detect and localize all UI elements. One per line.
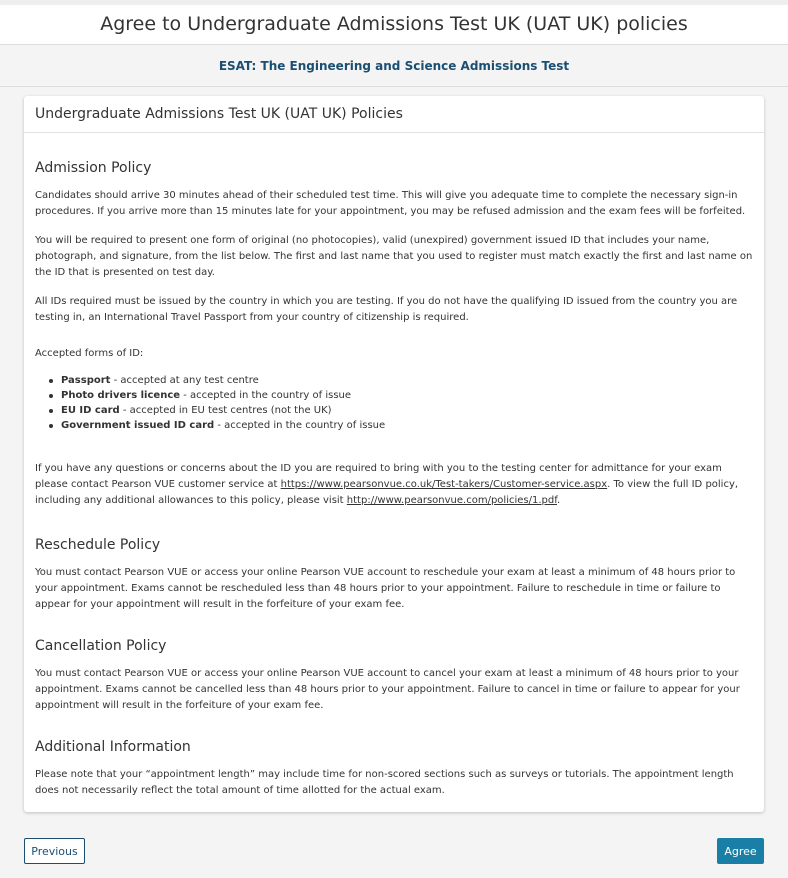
list-item: [49, 403, 753, 418]
reschedule-heading: Reschedule Policy: [35, 537, 161, 553]
admission-paragraph-3: All IDs required must be issued by the country in which you are testing. If you do not have the qualifying ID issued from the country you are testing in, an International Travel Passport from your country of citizenship is required.: [35, 296, 738, 323]
contact-text-1: If you have any questions or concerns about the ID you are required to bring with you to the testing center for admittance for your exam please contact Pearson VUE customer service at: [35, 463, 722, 490]
admission-heading: Admission Policy: [35, 160, 152, 176]
id-type: Government issued ID card: [61, 420, 215, 431]
id-desc: - accepted in the country of issue: [180, 390, 352, 401]
card-body: [24, 158, 764, 799]
list-item: [49, 373, 753, 388]
exam-subheader: [0, 46, 788, 87]
id-policy-link[interactable]: http://www.pearsonvue.com/policies/1.pdf: [346, 495, 558, 506]
id-desc: - accepted at any test centre: [110, 375, 259, 386]
id-desc: - accepted in the country of issue: [214, 420, 386, 431]
id-desc: - accepted in EU test centres (not the UK): [119, 405, 332, 416]
page-title: Agree to Undergraduate Admissions Test UK (UAT UK) policies: [100, 13, 688, 35]
id-type: Passport: [61, 375, 111, 386]
contact-text-3: .: [557, 495, 561, 506]
accepted-ids-label: Accepted forms of ID:: [35, 348, 144, 359]
reschedule-paragraph: You must contact Pearson VUE or access your online Pearson VUE account to reschedule your exam at least a minimum of 48 hours prior to your appointment. Exams cannot be rescheduled less than 48 hours prior to your appointment. Failure to reschedule in time or failure to appear for your appointment will result in the forfeiture of your exam fee.: [35, 567, 736, 610]
policies-card: [24, 96, 764, 812]
accepted-ids-list: [49, 373, 753, 433]
customer-service-link[interactable]: https://www.pearsonvue.co.uk/Test-takers/Customer-service.aspx: [280, 479, 608, 490]
contact-text-2: . To view the full ID policy, including any additional allowances to this policy, please visit: [35, 479, 739, 506]
additional-info-heading: Additional Information: [35, 739, 191, 755]
admission-paragraph-2: You will be required to present one form of original (no photocopies), valid (unexpired) government issued ID that includes your name, photograph, and signature, from the list below. The first and last name that you used to register must match exactly the first and last name on the ID that is presented on test day.: [35, 235, 753, 278]
id-type: Photo drivers licence: [61, 390, 181, 401]
list-item: [49, 388, 753, 403]
agree-button[interactable]: Agree: [717, 838, 764, 864]
id-type: EU ID card: [61, 405, 120, 416]
admission-paragraph-1: Candidates should arrive 30 minutes ahead of their scheduled test time. This will give you adequate time to complete the necessary sign-in procedures. If you arrive more than 15 minutes late for your appointment, you may be refused admission and the exam fees will be forfeited.: [35, 190, 746, 217]
page-header: [0, 5, 788, 45]
cancellation-paragraph: You must contact Pearson VUE or access your online Pearson VUE account to cancel your exam at least a minimum of 48 hours prior to your appointment. Exams cannot be cancelled less than 48 hours prior to your appointment. Failure to cancel in time or failure to appear for your appointment will result in the forfeiture of your exam fee.: [35, 668, 740, 711]
cancellation-heading: Cancellation Policy: [35, 638, 167, 654]
additional-info-paragraph: Please note that your “appointment length” may include time for non-scored sections such as surveys or tutorials. The appointment length does not necessarily reflect the total amount of time allotted for the actual exam.: [35, 769, 734, 796]
exam-name: ESAT: The Engineering and Science Admissions Test: [218, 59, 570, 73]
previous-button[interactable]: Previous: [24, 838, 85, 864]
id-contact-paragraph: [35, 461, 753, 509]
card-title: Undergraduate Admissions Test UK (UAT UK) Policies: [24, 96, 764, 133]
list-item: [49, 418, 753, 433]
